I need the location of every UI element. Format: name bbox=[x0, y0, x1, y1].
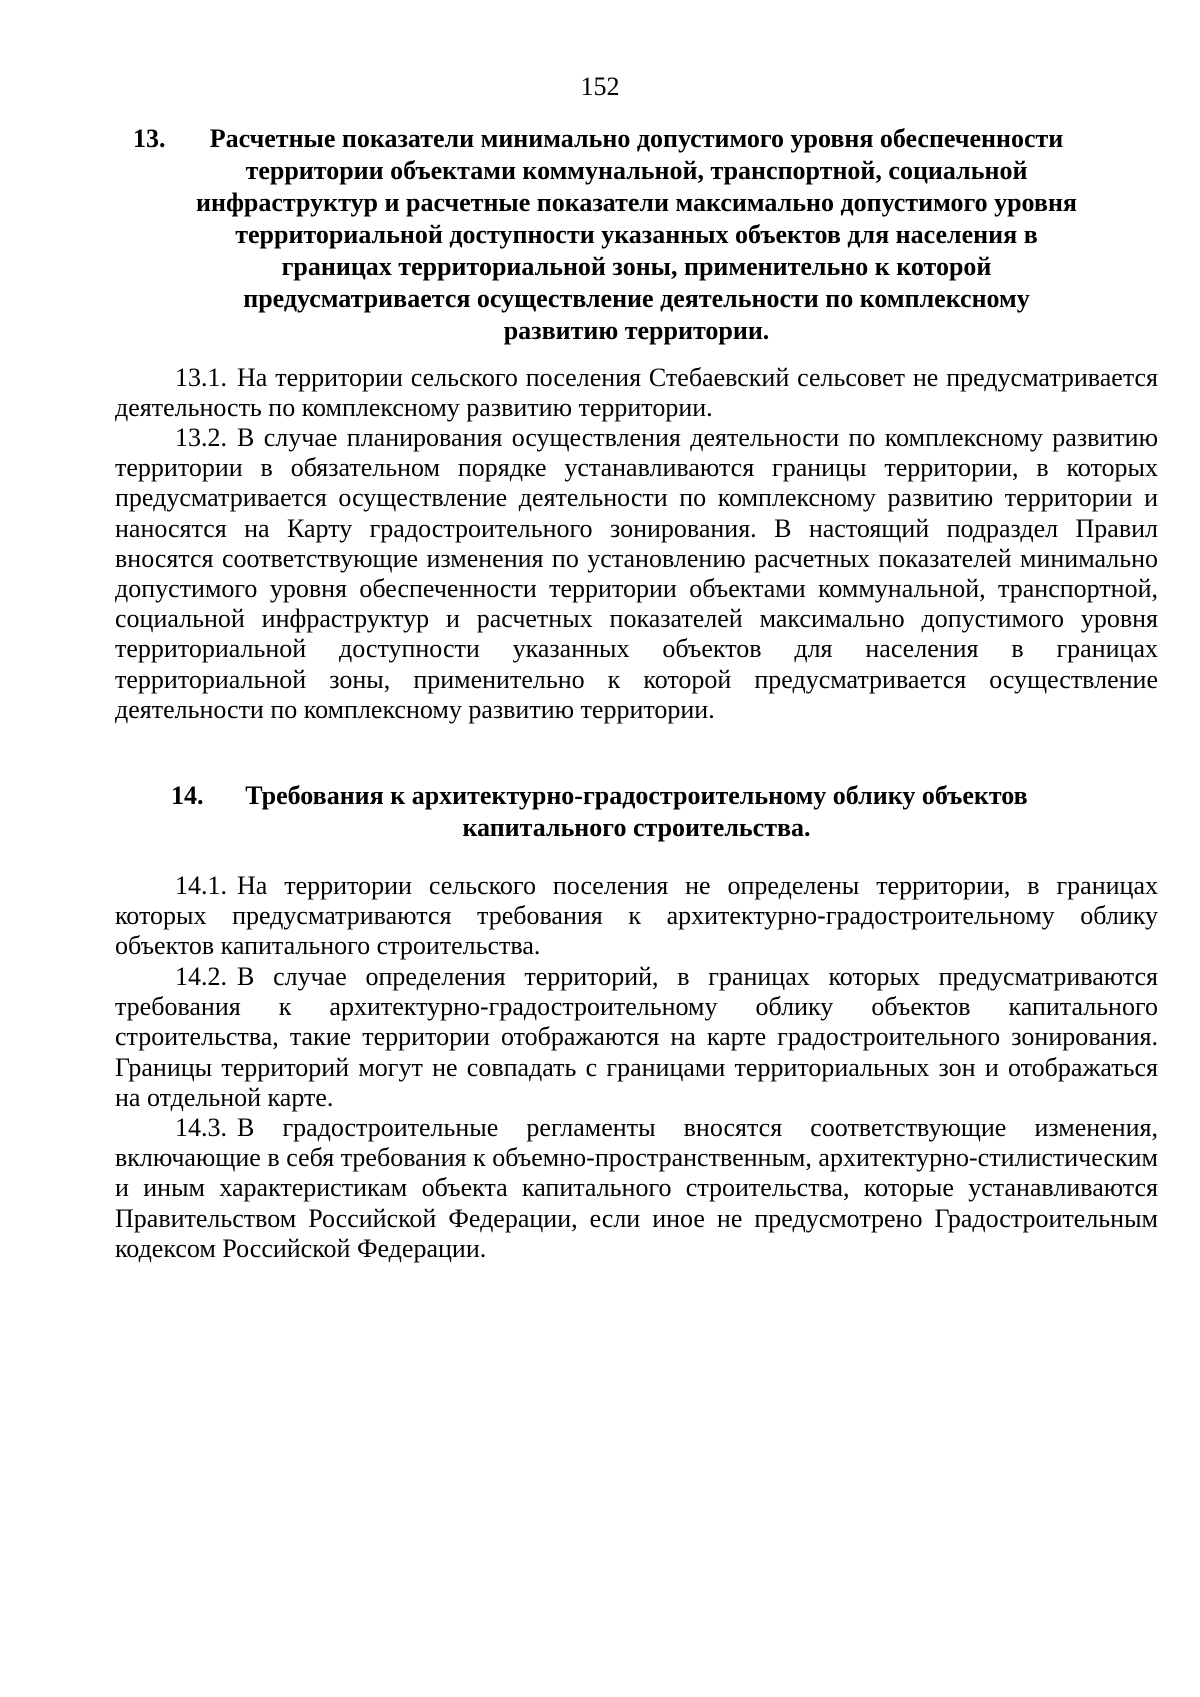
paragraph-number: 14.3. bbox=[175, 1113, 227, 1142]
section-13-title-line: развитию территории. bbox=[503, 316, 770, 345]
section-13-title-line: территории объектами коммунальной, транспортной, социальной bbox=[245, 156, 1028, 185]
paragraph-number: 14.2. bbox=[175, 962, 227, 991]
paragraph-14-1 bbox=[115, 871, 1158, 962]
paragraph-text: На территории сельского поселения Стебаевский сельсовет не предусматривается деятельность по комплексному развитию территории. bbox=[115, 363, 1158, 423]
paragraph-text: В градостроительные регламенты вносятся соответствующие изменения, включающие в себя требования к объемно-пространственным, архитектурно-стилистическим и иным характеристикам объекта капитального строительства, которые устанавливаются Правительством Российской Федерации, если иное не предусмотрено Градостроительным кодексом Российской Федерации. bbox=[115, 1113, 1158, 1263]
paragraph-number: 14.1. bbox=[175, 871, 227, 900]
section-14-title-line: капитального строительства. bbox=[462, 813, 811, 842]
paragraph-13-1 bbox=[115, 363, 1158, 423]
section-13-heading bbox=[115, 123, 1158, 347]
paragraph-text: В случае планирования осуществления деятельности по комплексному развитию территории в обязательном порядке устанавливаются границы территории, в которых предусматривается осуществление деятельности по комплексному развитию территории и наносятся на Карту градостроительного зонирования. В настоящий подраздел Правил вносятся соответствующие изменения по установлению расчетных показателей минимально допустимого уровня обеспеченности территории объектами коммунальной, транспортной, социальной инфраструктур и расчетных показателей максимально допустимого уровня территориальной доступности указанных объектов для населения в границах территориальной зоны, применительно к которой предусматривается осуществление деятельности по комплексному развитию территории. bbox=[115, 423, 1158, 724]
paragraph-13-2 bbox=[115, 423, 1158, 725]
section-13-title-line: территориальной доступности указанных объектов для населения в bbox=[235, 220, 1038, 249]
section-14-title-line: Требования к архитектурно-градостроительному облику объектов bbox=[245, 781, 1028, 810]
paragraph-text: В случае определения территорий, в границах которых предусматриваются требования к архитектурно-градостроительному облику объектов капитального строительства, такие территории отображаются на карте градостроительного зонирования. Границы территорий могут не совпадать с границами территориальных зон и отображаться на отдельной карте. bbox=[115, 962, 1158, 1112]
paragraph-14-2 bbox=[115, 962, 1158, 1113]
page-number: 152 bbox=[580, 72, 620, 101]
paragraph-number: 13.1. bbox=[175, 363, 227, 392]
paragraph-14-3 bbox=[115, 1113, 1158, 1264]
section-13-title-line: Расчетные показатели минимально допустимого уровня обеспеченности bbox=[209, 124, 1064, 153]
section-14-heading bbox=[115, 780, 1158, 844]
section-13-title-line: инфраструктур и расчетные показатели максимально допустимого уровня bbox=[195, 188, 1078, 217]
paragraph-text: На территории сельского поселения не определены территории, в границах которых предусматриваются требования к архитектурно-градостроительному облику объектов капитального строительства. bbox=[115, 871, 1158, 961]
section-13-title-line: предусматривается осуществление деятельности по комплексному bbox=[243, 284, 1030, 313]
section-13-title bbox=[115, 123, 1158, 347]
section-13-title-line: границах территориальной зоны, применительно к которой bbox=[281, 252, 992, 281]
section-13-number: 13. bbox=[133, 124, 166, 153]
section-14-title bbox=[115, 780, 1158, 844]
section-14-number: 14. bbox=[171, 781, 204, 810]
paragraph-number: 13.2. bbox=[175, 423, 227, 452]
